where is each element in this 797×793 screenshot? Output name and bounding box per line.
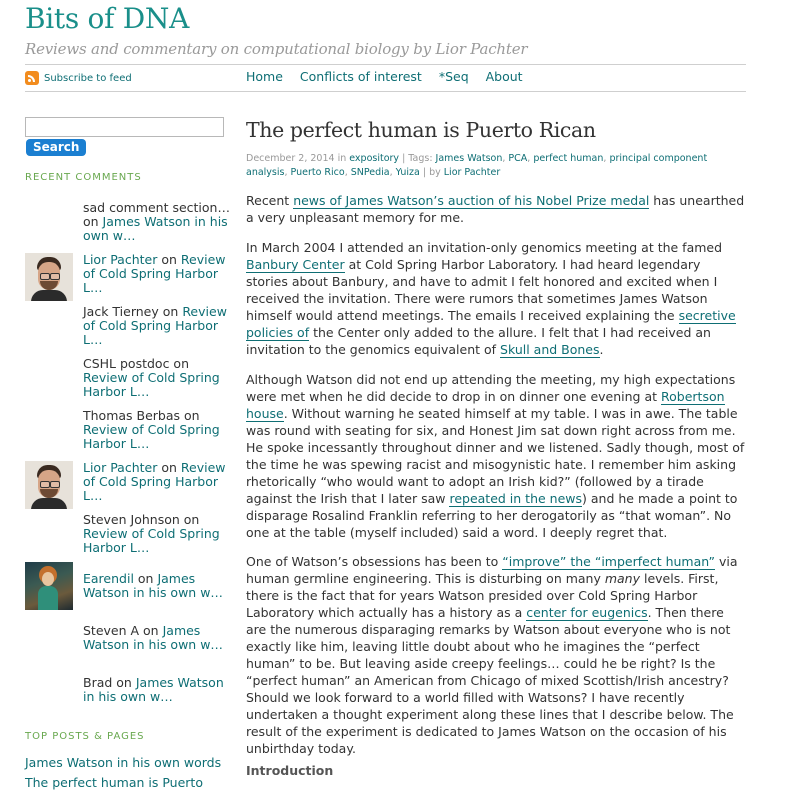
- comment-on: on: [83, 214, 103, 229]
- post-tag[interactable]: James Watson: [435, 153, 503, 164]
- post-tag[interactable]: SNPedia: [350, 167, 390, 178]
- avatar[interactable]: [25, 562, 73, 610]
- comment-author[interactable]: Lior Pachter: [83, 460, 158, 475]
- top-posts-list: [25, 753, 221, 793]
- comment-post-link[interactable]: Review of Cold Spring Harbor L…: [83, 422, 220, 451]
- comment-author[interactable]: Lior Pachter: [83, 252, 158, 267]
- post-author[interactable]: Lior Pachter: [443, 167, 501, 178]
- meta-in: in: [334, 153, 350, 164]
- comment-post-link[interactable]: Review of Cold Spring Harbor L…: [83, 460, 226, 503]
- comment-post-link[interactable]: Review of Cold Spring Harbor L…: [83, 252, 226, 295]
- inline-link[interactable]: “improve” the “imperfect human”: [502, 554, 715, 569]
- inline-link[interactable]: center for eugenics: [526, 605, 648, 620]
- text-run: at Cold Spring Harbor Laboratory. I had heard legendary stories about Banbury, and have to admit I felt honored and excited when I received the invitation. There were rumors that sometimes James Watson himself would attend meetings. The emails I received explaining the: [246, 257, 718, 323]
- comment-author: Steven A: [83, 623, 140, 638]
- inline-link[interactable]: Robertson house: [246, 389, 725, 421]
- comment-on: on: [157, 252, 181, 267]
- text-run: the Center only added to the allure. I felt that I had received an invitation to the genomics equivalent of: [246, 325, 711, 357]
- text-run: ) and he made a point to disparage Rosalind Franklin referring to her derogatorily as “that woman”. No one at the table (myself included) said a word. I deeply regret that.: [246, 491, 738, 540]
- inline-link[interactable]: repeated in the news: [449, 491, 583, 506]
- post-paragraph: [246, 371, 746, 541]
- avatar[interactable]: [25, 253, 73, 301]
- comment-author: Thomas Berbas: [83, 408, 181, 423]
- post-tag[interactable]: Yuiza: [395, 167, 420, 178]
- subscribe-link[interactable]: [25, 71, 132, 85]
- site-tagline: Reviews and commentary on computational biology by Lior Pachter: [25, 40, 528, 58]
- comment-on: on: [112, 675, 136, 690]
- meta-by: | by: [419, 167, 444, 178]
- inline-link[interactable]: Banbury Center: [246, 257, 345, 272]
- comment-author: CSHL postdoc: [83, 356, 170, 371]
- post-tag[interactable]: perfect human: [533, 153, 604, 164]
- inline-link[interactable]: secretive policies of: [246, 308, 736, 340]
- rss-icon: [25, 71, 39, 85]
- text-run: In March 2004 I attended an invitation-only genomics meeting at the famed: [246, 240, 723, 255]
- post-paragraph: [246, 553, 746, 757]
- post-category[interactable]: expository: [349, 153, 400, 164]
- top-post-link[interactable]: James Watson in his own words: [25, 755, 222, 770]
- comment-author: Brad: [83, 675, 113, 690]
- comment-on: on: [179, 512, 200, 527]
- text-run: .: [599, 342, 604, 357]
- comment-on: on: [157, 460, 181, 475]
- top-posts-title: TOP POSTS & PAGES: [25, 731, 145, 742]
- nav-conflicts-of-interest[interactable]: Conflicts of interest: [299, 69, 422, 84]
- comment-on: on: [139, 623, 163, 638]
- comment-post-link[interactable]: James Watson in his own w…: [83, 571, 223, 600]
- search-input[interactable]: [25, 117, 224, 137]
- recent-comments-title: RECENT COMMENTS: [25, 172, 142, 183]
- comment-author: sad comment section…: [83, 200, 230, 215]
- inline-link[interactable]: news of James Watson’s auction of his Nobel Prize medal: [293, 193, 650, 208]
- meta-tags-label: | Tags:: [399, 153, 436, 164]
- post-title[interactable]: The perfect human is Puerto Rican: [246, 118, 596, 142]
- comment-on: on: [133, 571, 158, 586]
- inline-link[interactable]: Skull and Bones: [500, 342, 600, 357]
- post-tag[interactable]: principal component analysis: [246, 153, 708, 178]
- comment-post-link[interactable]: Review of Cold Spring Harbor L…: [83, 370, 220, 399]
- text-run: One of Watson’s obsessions has been to: [246, 554, 503, 569]
- post-paragraph: [246, 192, 746, 226]
- emphasis: many: [604, 571, 640, 586]
- nav-seq[interactable]: *Seq: [438, 69, 469, 84]
- site-title[interactable]: Bits of DNA: [25, 2, 190, 35]
- comment-on: on: [180, 408, 200, 423]
- nav-about[interactable]: About: [485, 69, 523, 84]
- comment-on: on: [169, 356, 189, 371]
- subscribe-label: Subscribe to feed: [44, 72, 132, 84]
- comment-author[interactable]: Earendil: [83, 571, 134, 586]
- comment-author: Jack Tierney: [83, 304, 159, 319]
- comment-post-link[interactable]: James Watson in his own w…: [83, 214, 228, 243]
- post-meta: December 2, 2014 in expository | Tags: James Watson, PCA, perfect human, principal component analysis, Puerto Rico, SNPedia, Yuiza | by Lior Pachter: [246, 153, 708, 178]
- top-post-link[interactable]: The perfect human is Puerto: [25, 775, 203, 790]
- search-button[interactable]: Search: [26, 139, 86, 156]
- post-tag[interactable]: Puerto Rico: [290, 167, 345, 178]
- text-run: Recent: [246, 193, 294, 208]
- section-heading: Introduction: [246, 763, 334, 778]
- comment-post-link[interactable]: Review of Cold Spring Harbor L…: [83, 304, 227, 347]
- post-paragraph: [246, 239, 746, 358]
- text-run: has unearthed a very unpleasant memory for me.: [246, 193, 745, 225]
- text-run: . Then there are the numerous disparaging remarks by Watson about everyone who is not exactly like him, leaving little doubt about who he imagines the “perfect human” to be. But leaving aside creepy feelings… could he be right? Is the “perfect human” an American from Chicago of mixed Scottish/Irish ancestry? Should we look forward to a world filled with Watsons? I have recently undertaken a thought experiment along these lines that I describe below. The result of the experiment is dedicated to James Watson on the occasion of his unbirthday today.: [246, 605, 734, 756]
- post-tag[interactable]: PCA: [508, 153, 528, 164]
- avatar[interactable]: [25, 461, 73, 509]
- post-date: December 2, 2014: [246, 153, 335, 164]
- text-run: . Without warning he seated himself at my table. I was in awe. The table was round with seating for six, and Honest Jim sat down right across from me. He spoke incessantly throughout dinner and we listened. Sadly though, most of the time he was spewing racist and misogynistic hate. I remember him asking rhetorically “who would want to adopt an Irish kid?” (followed by a tirade against the Irish that I later saw: [246, 406, 745, 506]
- comment-post-link[interactable]: Review of Cold Spring Harbor L…: [83, 526, 220, 555]
- text-run: levels. First, there is the fact that for years Watson presided over Cold Spring Harbor Laboratory which actually has a history as a: [246, 571, 719, 620]
- text-run: Although Watson did not end up attending the meeting, my high expectations were met when he did decide to drop in on dinner one evening at: [246, 372, 736, 404]
- header-divider: [25, 64, 746, 65]
- comment-post-link[interactable]: James Watson in his own w…: [83, 623, 223, 652]
- main-nav: [246, 69, 523, 84]
- header-divider: [25, 91, 746, 92]
- nav-home[interactable]: Home: [246, 69, 283, 84]
- comment-on: on: [158, 304, 183, 319]
- comment-post-link[interactable]: James Watson in his own w…: [83, 675, 224, 704]
- comment-author: Steven Johnson: [83, 512, 180, 527]
- text-run: via human germline engineering. This is disturbing on many: [246, 554, 738, 586]
